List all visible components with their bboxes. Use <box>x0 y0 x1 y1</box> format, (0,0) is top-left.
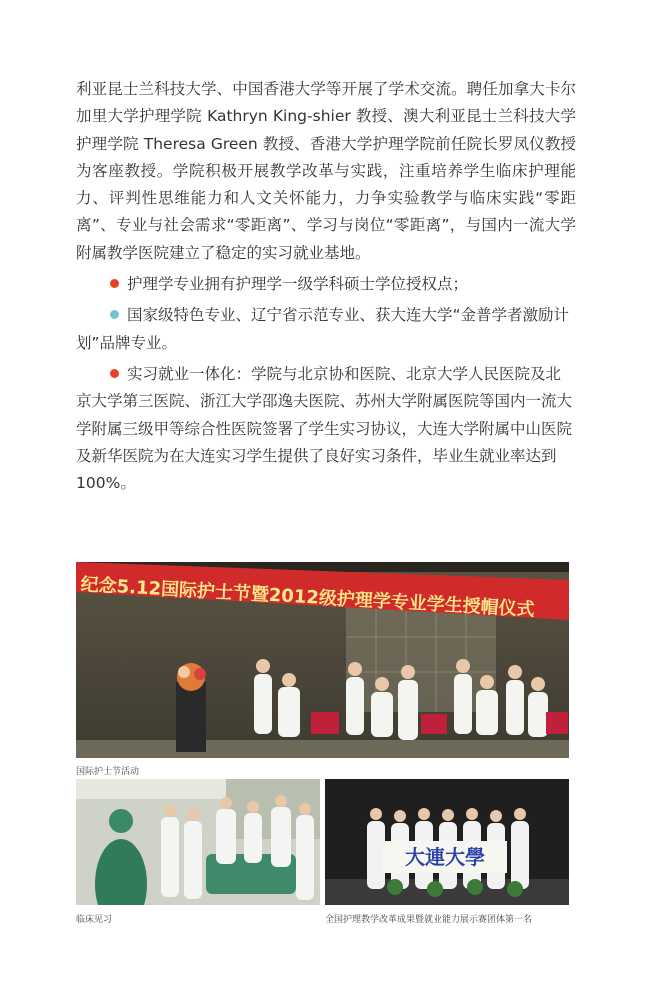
competition-photo-illustration <box>325 779 569 905</box>
clinical-photo-illustration <box>76 779 320 905</box>
red-bullet-icon <box>110 369 119 378</box>
bullet-text-3: 实习就业一体化：学院与北京协和医院、北京大学人民医院及北京大学第三医院、浙江大学邵逸夫医院、苏州大学附属医院等国内一流大学附属三级甲等综合性医院签署了学生实习协议，大连大学附属中山医院及新华医院为在大连实习学生提供了良好实习条件，毕业生就业率达到 100%。 <box>76 364 573 493</box>
clinical-photo <box>76 779 320 905</box>
competition-photo <box>325 779 569 905</box>
bullet-item-1 <box>76 271 576 298</box>
competition-caption: 全国护理教学改革成果暨就业能力展示赛团体第一名 <box>325 915 533 925</box>
clinical-caption: 临床见习 <box>76 915 113 925</box>
red-bullet-icon <box>110 279 119 288</box>
ceremony-caption: 国际护士节活动 <box>76 767 140 777</box>
bullet-text-2: 国家级特色专业、辽宁省示范专业、获大连大学“金普学者激励计划”品牌专业。 <box>76 306 570 352</box>
bullet-item-3 <box>76 361 576 497</box>
intro-paragraph: 利亚昆士兰科技大学、中国香港大学等开展了学术交流。聘任加拿大卡尔加里大学护理学院 Kathryn King-shier 教授、澳大利亚昆士兰科技大学护理学院 Theresa Green 教授、香港大学护理学院前任院长罗凤仪教授为客座教授。学院积极开展教学改革与实践，注重培养学生临床护理能力、评判性思维能力和人文关怀能力，力争实验教学与临床实践“零距离”、专业与社会需求“零距离”、学习与岗位“零距离”，与国内一流大学附属教学医院建立了稳定的实习就业基地。 <box>76 80 576 262</box>
body-text <box>76 76 576 497</box>
university-sign-text: 大連大學 <box>405 845 485 869</box>
bullet-text-1: 护理学专业拥有护理学一级学科硕士学位授权点； <box>127 275 469 294</box>
ceremony-banner-text: 纪念5.12国际护士节暨2012级护理学专业学生授帽仪式 <box>80 574 536 621</box>
ceremony-photo <box>76 562 569 758</box>
bullet-item-2 <box>76 302 576 357</box>
teal-bullet-icon <box>110 310 119 319</box>
ceremony-photo-illustration <box>76 562 569 758</box>
